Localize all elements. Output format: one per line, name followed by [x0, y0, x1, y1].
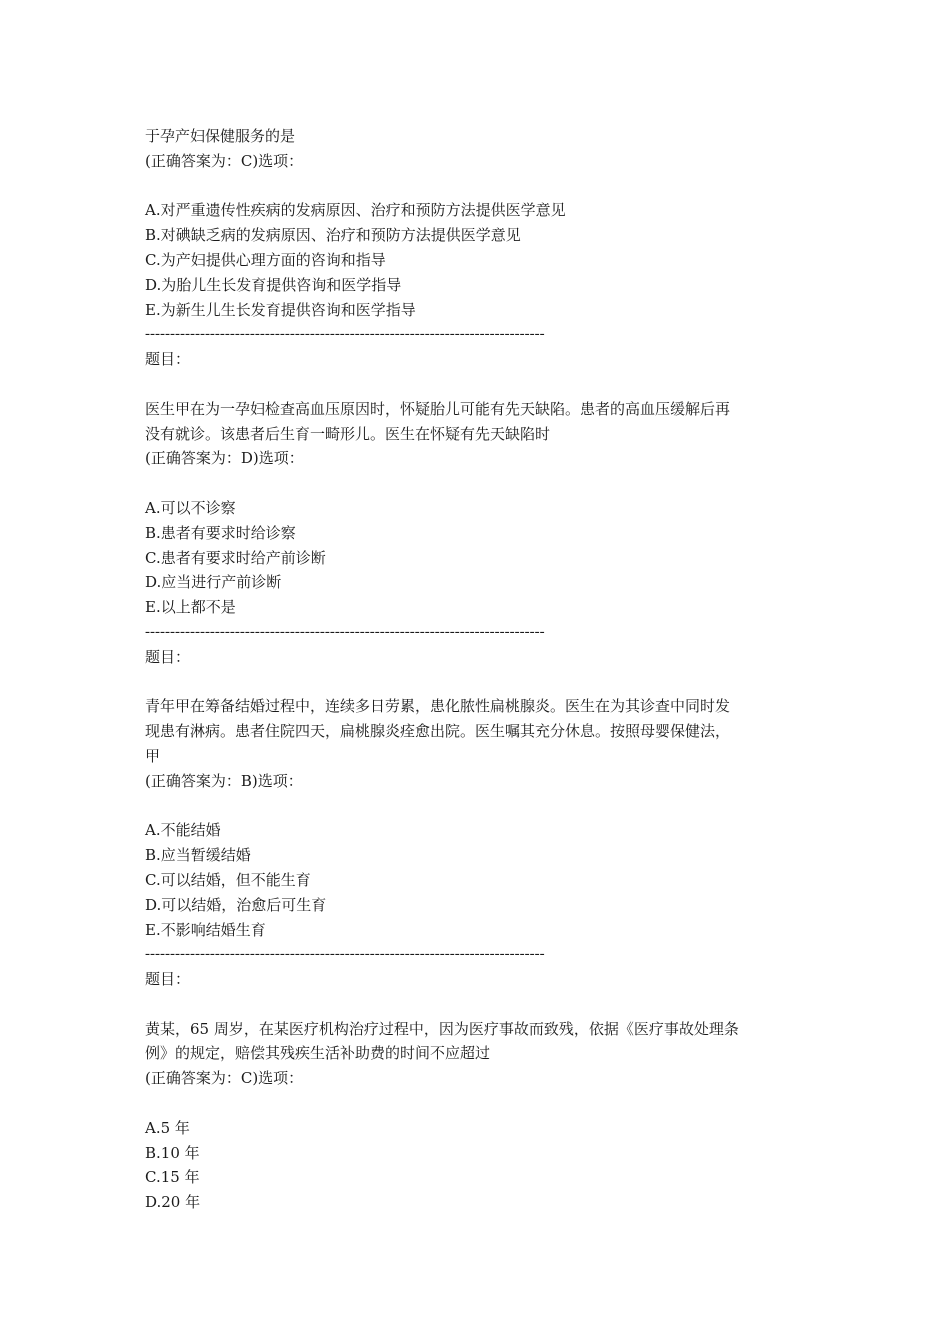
option-item: D.应当进行产前诊断: [145, 573, 282, 592]
option-item: A.对严重遗传性疾病的发病原因、治疗和预防方法提供医学意见: [145, 201, 566, 220]
option-item: A.5 年: [145, 1118, 190, 1137]
blank-line: [145, 670, 810, 695]
option-item: B.患者有要求时给诊察: [145, 523, 296, 542]
separator-line: --------------------------------------------------------------------------------: [145, 946, 545, 963]
question-stem-line: 黄某，65 周岁，在某医疗机构治疗过程中，因为医疗事故而致残，依据《医疗事故处理条: [145, 1019, 739, 1038]
separator-line: --------------------------------------------------------------------------------: [145, 623, 545, 640]
option-item: B.10 年: [145, 1143, 200, 1162]
question-block: [145, 645, 810, 967]
option-item: A.不能结婚: [145, 821, 221, 840]
blank-line: [145, 174, 810, 199]
option-item: C.为产妇提供心理方面的咨询和指导: [145, 250, 386, 269]
question-stem-line: 青年甲在筹备结婚过程中，连续多日劳累，患化脓性扁桃腺炎。医生在为其诊查中同时发: [145, 697, 731, 716]
question-stem-line: 医生甲在为一孕妇检查高血压原因时，怀疑胎儿可能有先天缺陷。患者的高血压缓解后再: [145, 399, 731, 418]
blank-line: [145, 471, 810, 496]
question-block: [145, 347, 810, 645]
document-page: [145, 124, 810, 1215]
option-item: C.患者有要求时给产前诊断: [145, 548, 326, 567]
answer-line: (正确答案为：C)选项：: [145, 1069, 304, 1088]
question-label: 题目：: [145, 647, 191, 666]
option-item: C.可以结婚，但不能生育: [145, 870, 311, 889]
option-item: E.不影响结婚生育: [145, 920, 266, 939]
option-item: E.以上都不是: [145, 598, 236, 617]
option-item: E.为新生儿生长发育提供咨询和医学指导: [145, 300, 416, 319]
option-item: D.20 年: [145, 1193, 201, 1212]
answer-line: (正确答案为：C)选项：: [145, 151, 304, 170]
question-stem-line: 甲: [145, 746, 161, 765]
option-item: B.应当暂缓结婚: [145, 846, 251, 865]
answer-line: (正确答案为：D)选项：: [145, 449, 304, 468]
question-stem-line: 例》的规定，赔偿其残疾生活补助费的时间不应超过: [145, 1044, 491, 1063]
blank-line: [145, 794, 810, 819]
blank-line: [145, 1091, 810, 1116]
option-item: B.对碘缺乏病的发病原因、治疗和预防方法提供医学意见: [145, 226, 521, 245]
question-block-lead: [145, 124, 810, 347]
question-stem-line: 于孕产妇保健服务的是: [145, 127, 296, 145]
question-label: 题目：: [145, 350, 191, 369]
option-item: A.可以不诊察: [145, 498, 236, 517]
question-stem-line: 没有就诊。该患者后生育一畸形儿。医生在怀疑有先天缺陷时: [145, 424, 551, 443]
separator-line: --------------------------------------------------------------------------------: [145, 326, 545, 343]
blank-line: [145, 992, 810, 1017]
blank-line: [145, 372, 810, 397]
answer-line: (正确答案为：B)选项：: [145, 771, 303, 790]
question-label: 题目：: [145, 970, 191, 989]
option-item: C.15 年: [145, 1168, 200, 1187]
option-item: D.可以结婚，治愈后可生育: [145, 895, 327, 914]
question-stem-line: 现患有淋病。患者住院四天，扁桃腺炎痊愈出院。医生嘱其充分休息。按照母婴保健法，: [145, 722, 731, 741]
question-block: [145, 967, 810, 1215]
option-item: D.为胎儿生长发育提供咨询和医学指导: [145, 275, 402, 294]
